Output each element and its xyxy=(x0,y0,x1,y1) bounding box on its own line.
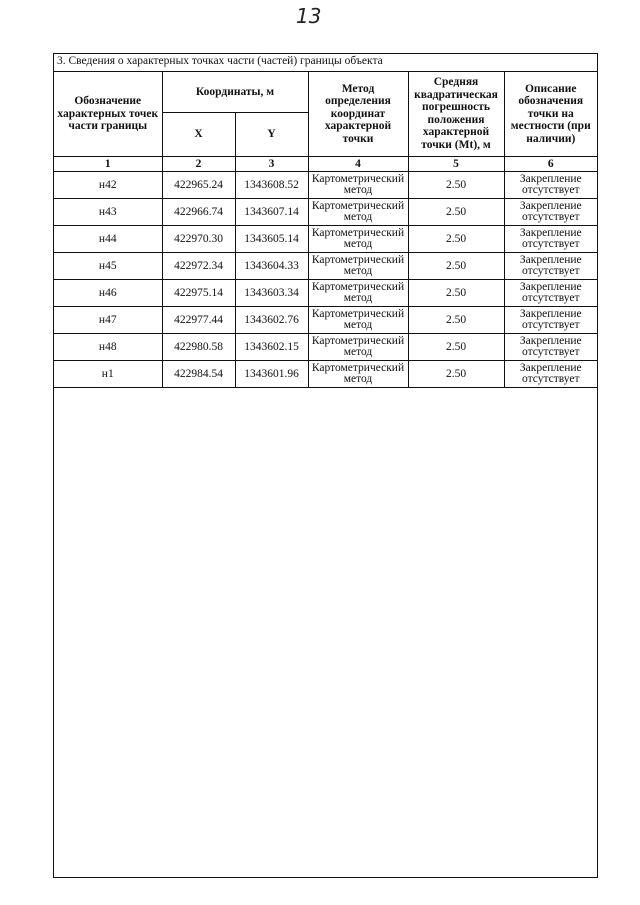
description-cell: Закрепление отсутствует xyxy=(504,360,597,387)
y-cell: 1343602.76 xyxy=(235,306,308,333)
method-cell: Картометрический метод xyxy=(308,360,408,387)
column-number: 5 xyxy=(408,156,504,171)
column-number-row xyxy=(54,156,597,171)
y-cell: 1343601.96 xyxy=(235,360,308,387)
description-cell: Закрепление отсутствует xyxy=(504,252,597,279)
x-cell: 422984.54 xyxy=(162,360,235,387)
column-number: 3 xyxy=(235,156,308,171)
table-row xyxy=(54,171,597,198)
x-cell: 422972.34 xyxy=(162,252,235,279)
method-cell: Картометрический метод xyxy=(308,279,408,306)
point-cell: н48 xyxy=(54,333,162,360)
table-row xyxy=(54,333,597,360)
x-cell: 422966.74 xyxy=(162,198,235,225)
description-cell: Закрепление отсутствует xyxy=(504,171,597,198)
error-cell: 2.50 xyxy=(408,171,504,198)
column-number: 1 xyxy=(54,156,162,171)
header-method: Метод определения координат характерной точки xyxy=(308,72,408,156)
method-cell: Картометрический метод xyxy=(308,252,408,279)
column-number: 2 xyxy=(162,156,235,171)
y-cell: 1343607.14 xyxy=(235,198,308,225)
y-cell: 1343608.52 xyxy=(235,171,308,198)
document-frame xyxy=(53,53,598,878)
y-cell: 1343602.15 xyxy=(235,333,308,360)
section-title: 3. Сведения о характерных точках части (частей) границы объекта xyxy=(54,54,597,72)
table-row xyxy=(54,306,597,333)
point-cell: н46 xyxy=(54,279,162,306)
point-cell: н43 xyxy=(54,198,162,225)
error-cell: 2.50 xyxy=(408,279,504,306)
point-cell: н1 xyxy=(54,360,162,387)
method-cell: Картометрический метод xyxy=(308,333,408,360)
header-error: Средняя квадратическая погрешность положения характерной точки (Mt), м xyxy=(408,72,504,156)
header-designation: Обозначение характерных точек части границы xyxy=(54,72,162,156)
error-cell: 2.50 xyxy=(408,225,504,252)
point-cell: н47 xyxy=(54,306,162,333)
point-cell: н45 xyxy=(54,252,162,279)
y-cell: 1343604.33 xyxy=(235,252,308,279)
description-cell: Закрепление отсутствует xyxy=(504,225,597,252)
description-cell: Закрепление отсутствует xyxy=(504,279,597,306)
x-cell: 422970.30 xyxy=(162,225,235,252)
description-cell: Закрепление отсутствует xyxy=(504,333,597,360)
column-number: 4 xyxy=(308,156,408,171)
y-cell: 1343605.14 xyxy=(235,225,308,252)
table-row xyxy=(54,279,597,306)
error-cell: 2.50 xyxy=(408,252,504,279)
error-cell: 2.50 xyxy=(408,306,504,333)
y-cell: 1343603.34 xyxy=(235,279,308,306)
header-coordinates: Координаты, м xyxy=(162,72,308,112)
point-cell: н42 xyxy=(54,171,162,198)
method-cell: Картометрический метод xyxy=(308,306,408,333)
characteristic-points-table xyxy=(54,72,597,388)
header-x: X xyxy=(162,112,235,156)
header-y: Y xyxy=(235,112,308,156)
x-cell: 422980.58 xyxy=(162,333,235,360)
header-description: Описание обозначения точки на местности (при наличии) xyxy=(504,72,597,156)
table-row xyxy=(54,360,597,387)
page-number: 13 xyxy=(296,4,322,28)
point-cell: н44 xyxy=(54,225,162,252)
x-cell: 422965.24 xyxy=(162,171,235,198)
description-cell: Закрепление отсутствует xyxy=(504,198,597,225)
description-cell: Закрепление отсутствует xyxy=(504,306,597,333)
x-cell: 422977.44 xyxy=(162,306,235,333)
error-cell: 2.50 xyxy=(408,333,504,360)
error-cell: 2.50 xyxy=(408,360,504,387)
table-row xyxy=(54,198,597,225)
error-cell: 2.50 xyxy=(408,198,504,225)
method-cell: Картометрический метод xyxy=(308,225,408,252)
method-cell: Картометрический метод xyxy=(308,198,408,225)
table-row xyxy=(54,252,597,279)
table-row xyxy=(54,225,597,252)
method-cell: Картометрический метод xyxy=(308,171,408,198)
column-number: 6 xyxy=(504,156,597,171)
x-cell: 422975.14 xyxy=(162,279,235,306)
